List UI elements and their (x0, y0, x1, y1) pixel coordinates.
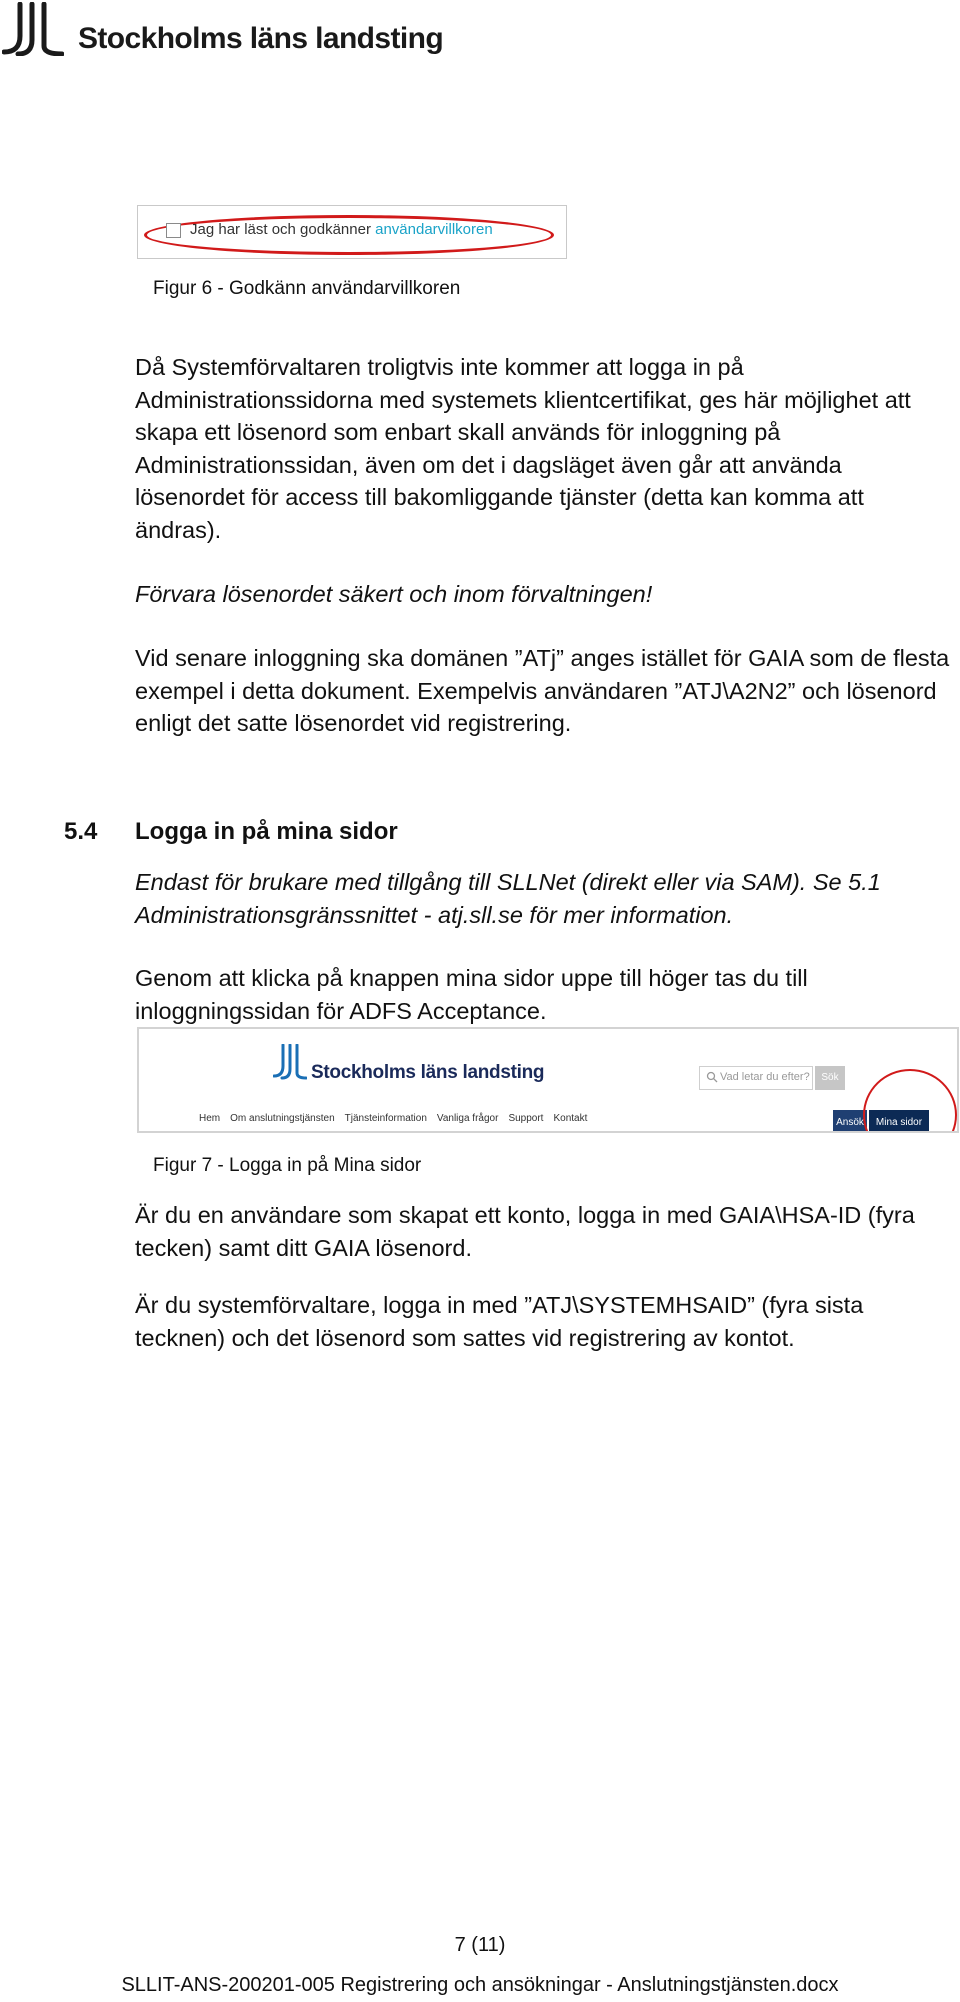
body-emphasis: Förvara lösenordet säkert och inom förvaltningen! (135, 581, 653, 607)
figure7-caption: Figur 7 - Logga in på Mina sidor (153, 1155, 422, 1176)
figure6-caption: Figur 6 - Godkänn användarvillkoren (153, 278, 461, 299)
search-button[interactable]: Sök (815, 1066, 845, 1090)
section-title: Logga in på mina sidor (135, 818, 398, 845)
accept-terms-label-text: Jag har läst och godkänner (190, 221, 376, 238)
sll-logo-icon (2, 2, 64, 56)
terms-link[interactable]: användarvillkoren (375, 221, 493, 238)
section-note: Endast för brukare med tillgång till SLLNet (direkt eller via SAM). Se 5.1 Administrationsgränssnittet - atj.sll.se för mer information. (135, 869, 881, 928)
section-number: 5.4 (64, 818, 98, 845)
body-paragraph: Är du systemförvaltare, logga in med ”ATJ\SYSTEMHSAID” (fyra sista tecknen) och det lösenord som sattes vid registrering av kontot. (135, 1292, 864, 1351)
site-brand: Stockholms läns landsting (311, 1062, 545, 1083)
highlight-ring (863, 1069, 957, 1133)
sll-logo-icon (273, 1044, 307, 1080)
nav-item-hem[interactable]: Hem (199, 1113, 221, 1124)
figure-site-header (137, 1027, 959, 1133)
search-placeholder: Vad letar du efter? (720, 1071, 810, 1083)
body-paragraph: Är du en användare som skapat ett konto, logga in med GAIA\HSA-ID (fyra tecken) samt ditt GAIA lösenord. (135, 1202, 915, 1261)
search-icon (706, 1071, 718, 1083)
nav-item-om[interactable]: Om anslutningstjänsten (230, 1113, 335, 1124)
page-number: 7 (11) (454, 1934, 506, 1956)
apply-button[interactable]: Ansök (833, 1110, 867, 1133)
nav-item-support[interactable]: Support (508, 1113, 544, 1124)
body-paragraph: Då Systemförvaltaren troligtvis inte kommer att logga in på Administrationssidorna med systemets klientcertifikat, ges här möjlighet att skapa ett lösenord som enbart skall används för inloggning på Administrationssidan, även om det i dagsläget även går att använda lösenordet för access till bakomliggande tjänster (detta kan komma att ändras). (135, 354, 911, 543)
my-pages-button[interactable]: Mina sidor (869, 1110, 929, 1133)
site-search-input[interactable] (699, 1066, 813, 1090)
nav-item-tjansteinformation[interactable]: Tjänsteinformation (344, 1113, 427, 1124)
logo-text: Stockholms läns landsting (78, 22, 444, 55)
body-paragraph: Vid senare inloggning ska domänen ”ATj” anges istället för GAIA som de flesta exempel i detta dokument. Exempelvis användaren ”ATJ\A2N2” och lösenord enligt det satte lösenordet vid registrering. (135, 645, 950, 736)
accept-terms-checkbox[interactable] (166, 223, 181, 238)
section-paragraph: Genom att klicka på knappen mina sidor uppe till höger tas du till inloggningssidan för ADFS Acceptance. (135, 965, 808, 1024)
figure-accept-terms (137, 205, 567, 259)
accept-terms-label (190, 221, 493, 238)
nav-item-vanliga-fragor[interactable]: Vanliga frågor (436, 1113, 499, 1124)
footer-filename: SLLIT-ANS-200201-005 Registrering och ansökningar - Anslutningstjänsten.docx (121, 1974, 839, 1996)
site-nav (139, 1113, 957, 1133)
nav-item-kontakt[interactable]: Kontakt (553, 1113, 588, 1124)
